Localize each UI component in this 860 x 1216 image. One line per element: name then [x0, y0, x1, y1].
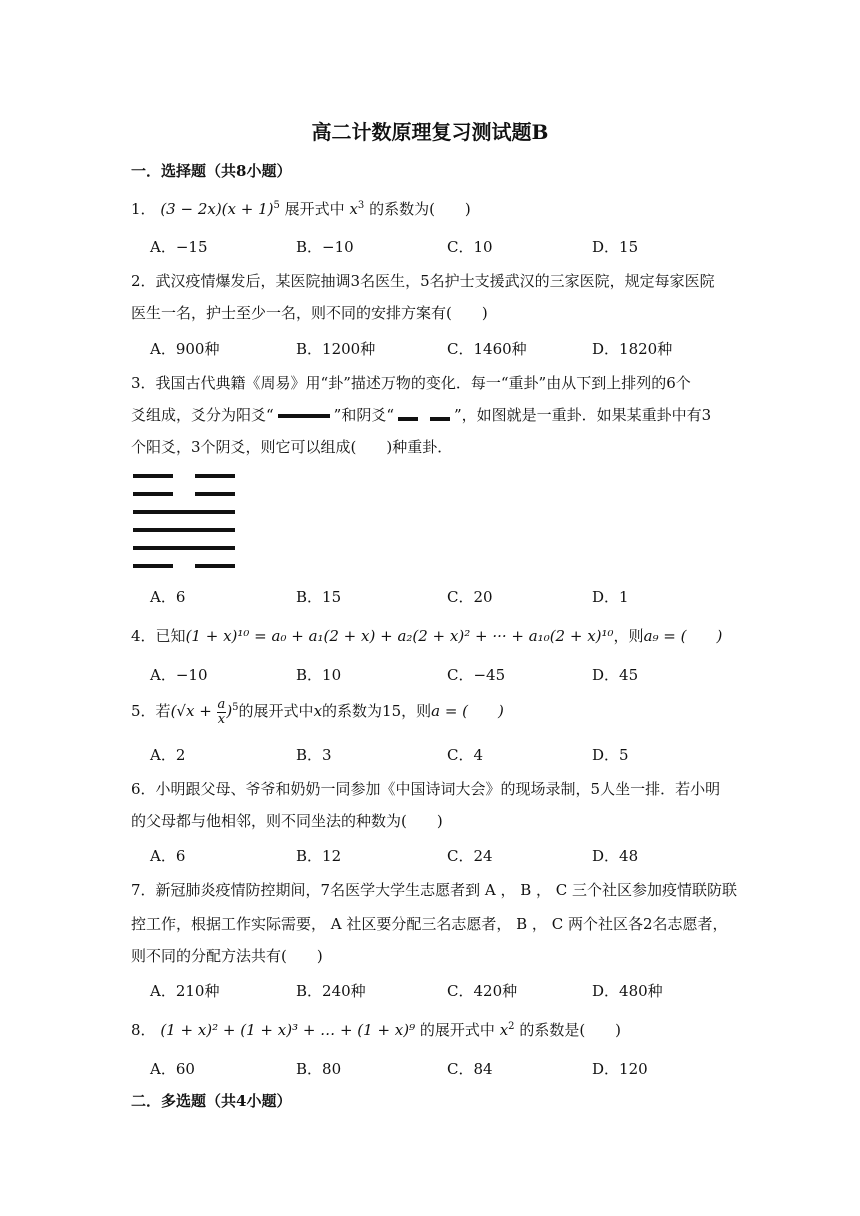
question-7-text-1: 新冠肺炎疫情防控期间，7名医学大学生志愿者到 A ， B ， C 三个社区参加疫情联防联: [155, 881, 738, 899]
question-8-stem: [131, 1019, 621, 1040]
question-1-expression: (3 − 2x)(x + 1): [160, 200, 274, 218]
hexagram-line-3: [133, 528, 235, 532]
hexagram-line-5-left: [133, 492, 173, 496]
question-5-expression: (√x + $\frac{a}{x}$ ): [170, 696, 233, 727]
question-2-line-1: [131, 270, 715, 291]
yin-yao-symbol: [398, 407, 450, 425]
option-a: A．−15: [150, 238, 208, 256]
question-5-stem: [131, 695, 504, 727]
question-6-text-1: 小明跟父母、爷爷和奶奶一同参加《中国诗词大会》的现场录制，5人坐一排．若小明: [155, 780, 721, 798]
option-d: D．45: [592, 666, 639, 684]
question-5-variable: x: [313, 702, 323, 720]
hexagram-figure: [133, 474, 235, 570]
document-title: 高二计数原理复习测试题B: [311, 120, 549, 144]
question-5-exponent: 5: [232, 702, 239, 713]
question-4-text-b: ，则: [613, 627, 644, 645]
option-a: A．210种: [150, 982, 220, 1000]
question-7-line-2: 控工作，根据工作实际需要， A 社区要分配三名志愿者， B ， C 两个社区各2名志愿者，: [131, 915, 728, 933]
question-8-variable: x: [499, 1021, 509, 1039]
hexagram-line-6-left: [133, 474, 173, 478]
option-c: C．84: [447, 1060, 493, 1078]
option-c: C．420种: [447, 982, 518, 1000]
question-6-line-1: [131, 778, 720, 799]
question-8-tail: 的系数是( ): [519, 1021, 622, 1039]
question-8-variable-exponent: 2: [508, 1021, 515, 1032]
question-3-text-2c: ”，如图就是一重卦．如果某重卦中有3: [454, 406, 712, 424]
question-4-ask: a₉ = ( ): [643, 627, 723, 645]
question-3-text-2a: 爻组成，爻分为阳爻“: [131, 406, 274, 424]
option-b: B．−10: [296, 238, 354, 256]
option-c: C．4: [447, 746, 484, 764]
question-3-text-2b: ”和阴爻“: [333, 406, 395, 424]
option-a: A．6: [150, 588, 186, 606]
option-b: B．15: [296, 588, 342, 606]
question-3-line-3: 个阳爻，3个阴爻，则它可以组成( )种重卦．: [131, 438, 453, 456]
question-number: 8．: [131, 1021, 156, 1039]
option-d: D．15: [592, 238, 639, 256]
option-c: C．1460种: [447, 340, 527, 358]
question-number: 1．: [131, 200, 156, 218]
hexagram-line-1-left: [133, 564, 173, 568]
option-b: B．80: [296, 1060, 342, 1078]
question-3-line-1: [131, 372, 691, 393]
question-3-line-2: [131, 404, 711, 425]
option-b: B．10: [296, 666, 342, 684]
question-number: 2．: [131, 272, 156, 290]
option-d: D．5: [592, 746, 629, 764]
option-b: B．1200种: [296, 340, 376, 358]
option-d: D．1820种: [592, 340, 673, 358]
option-d: D．1: [592, 588, 629, 606]
question-1-text: 展开式中: [284, 200, 345, 218]
question-1-variable: x: [349, 200, 358, 218]
question-5-fraction: $\frac{a}{x}$: [217, 696, 226, 727]
section-heading-single-choice: 一．选择题（共8小题）: [131, 162, 292, 180]
question-7-line-1: [131, 879, 737, 900]
option-a: A．60: [150, 1060, 195, 1078]
question-1-stem: [131, 198, 471, 219]
option-d: D．120: [592, 1060, 648, 1078]
option-b: B．240种: [296, 982, 366, 1000]
question-2-line-2: 医生一名，护士至少一名，则不同的安排方案有( ): [131, 304, 488, 322]
section-heading-multiple-choice: 二．多选题（共4小题）: [131, 1092, 292, 1110]
question-1-exponent: 5: [273, 200, 280, 211]
option-a: A．900种: [150, 340, 220, 358]
question-number: 6．: [131, 780, 156, 798]
question-number: 3．: [131, 374, 156, 392]
question-8-expression: (1 + x)² + (1 + x)³ + … + (1 + x)⁹: [160, 1021, 416, 1039]
question-3-text-1: 我国古代典籍《周易》用“卦”描述万物的变化．每一“重卦”由从下到上排列的6个: [155, 374, 691, 392]
question-7-line-3: 则不同的分配方法共有( ): [131, 947, 323, 965]
question-8-text: 的展开式中: [419, 1021, 495, 1039]
question-5-ask: a = ( ): [431, 702, 504, 720]
option-a: A．2: [150, 746, 186, 764]
question-number: 7．: [131, 881, 156, 899]
question-5-text-b: 的展开式中: [238, 702, 314, 720]
question-2-text-1: 武汉疫情爆发后，某医院抽调3名医生，5名护士支援武汉的三家医院，规定每家医院: [155, 272, 715, 290]
question-1-variable-exponent: 3: [357, 200, 365, 211]
yang-yao-symbol: [278, 414, 330, 418]
option-c: C．10: [447, 238, 493, 256]
option-b: B．12: [296, 847, 342, 865]
question-6-line-2: 的父母都与他相邻，则不同坐法的种数为( ): [131, 812, 443, 830]
hexagram-line-2: [133, 546, 235, 550]
question-4-text-a: 已知: [155, 627, 186, 645]
question-number: 5．: [131, 702, 156, 720]
hexagram-line-1-right: [195, 564, 235, 568]
option-a: A．6: [150, 847, 186, 865]
option-b: B．3: [296, 746, 332, 764]
hexagram-line-6-right: [195, 474, 235, 478]
option-a: A．−10: [150, 666, 208, 684]
option-c: C．24: [447, 847, 493, 865]
option-d: D．48: [592, 847, 639, 865]
question-4-stem: [131, 625, 722, 646]
question-5-text-a: 若: [155, 702, 171, 720]
question-5-text-c: 的系数为15，则: [322, 702, 432, 720]
hexagram-line-5-right: [195, 492, 235, 496]
question-number: 4．: [131, 627, 156, 645]
question-4-expression: (1 + x)¹⁰ = a₀ + a₁(2 + x) + a₂(2 + x)² + ··· + a₁₀(2 + x)¹⁰: [185, 627, 614, 645]
question-1-tail: 的系数为( ): [369, 200, 471, 218]
hexagram-line-4: [133, 510, 235, 514]
option-c: C．20: [447, 588, 493, 606]
option-d: D．480种: [592, 982, 663, 1000]
option-c: C．−45: [447, 666, 506, 684]
